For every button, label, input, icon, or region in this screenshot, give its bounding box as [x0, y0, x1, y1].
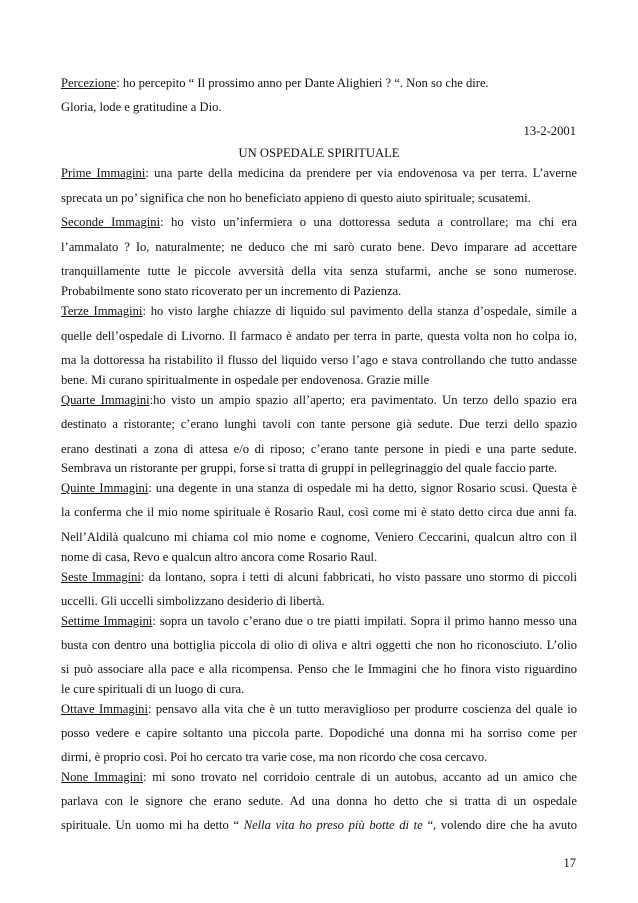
text-line: [61, 701, 577, 717]
text-line: [61, 613, 577, 629]
entry-date: 13-2-2001: [523, 124, 576, 138]
text-line: [61, 75, 577, 91]
text-line: [61, 190, 577, 206]
text-span: bene. Mi curano spiritualmente in ospedale per endovenosa. Grazie mille: [61, 373, 430, 387]
section-heading: Percezione: [61, 76, 117, 90]
text-span: : sopra un tavolo c’erano due o tre piatti impilati. Sopra il primo hanno messo una: [152, 614, 577, 628]
text-line: [61, 817, 577, 833]
text-line: [61, 239, 577, 255]
text-line: [61, 480, 577, 496]
text-span: “, volendo dire che ha avuto: [422, 818, 577, 832]
section-heading: None Immagini: [61, 770, 143, 784]
text-line: [61, 392, 577, 408]
section-heading: Settime Immagini: [61, 614, 153, 628]
text-line: [61, 214, 577, 230]
text-line: [61, 99, 577, 115]
text-span: si può associare alla pace e alla ricompensa. Penso che le Immagini che ho finora visto riguardino: [61, 662, 577, 676]
text-line: [61, 529, 577, 545]
text-line: [61, 661, 577, 677]
text-span: destinato a ristorante; c’erano lunghi tavoli con tante persone già sedute. Due terzi dello spazio: [61, 417, 577, 431]
text-span: erano destinati a zona di attesa e/o di riposo; c’erano tante persone in piedi e una parte sedute.: [61, 442, 577, 456]
text-span: posso vedere e capire soltanto una piccola parte. Dopodiché una donna mi ha sorriso come per: [61, 726, 577, 740]
text-span: : mi sono trovato nel corridoio centrale di un autobus, accanto ad un amico che: [143, 770, 577, 784]
text-span: Gloria, lode e gratitudine a Dio.: [61, 100, 222, 114]
text-span: : pensavo alla vita che è un tutto meraviglioso per produrre coscienza del quale io: [147, 702, 578, 716]
text-span: le cure spirituali di un luogo di cura.: [61, 682, 245, 696]
text-line: [61, 441, 577, 457]
section-heading: Prime Immagini: [61, 166, 146, 180]
text-line: [61, 165, 577, 181]
text-span: : ho visto un’infermiera o una dottoressa seduta a controllare; ma chi era: [160, 215, 578, 229]
text-line: [61, 372, 577, 388]
text-line: [61, 328, 577, 344]
text-span: Nell’Aldilà qualcuno mi chiama col mio nome e cognome, Veniero Ceccarini, qualcun altro con il: [61, 530, 577, 544]
text-span: parlava con le signore che erano sedute. Ad una donna ho detto che si tratta di un ospedale: [61, 794, 577, 808]
text-line: [61, 793, 577, 809]
text-line: [61, 681, 577, 697]
text-span: sprecata un po’ significa che non ho beneficiato appieno di questo aiuto spirituale; scusatemi.: [61, 191, 531, 205]
text-span: la conferma che il mio nome spirituale è Rosario Raul, così come mi è stato detto circa due anni fa.: [61, 505, 577, 519]
text-span: dirmi, è proprio così. Poi ho cercato tra varie cose, ma non ricordo che cosa cercavo.: [61, 750, 488, 764]
section-title: UN OSPEDALE SPIRITUALE: [238, 146, 400, 160]
text-span: : una parte della medicina da prendere per via endovenosa va per terra. L’averne: [145, 166, 578, 180]
section-heading: Seste Immagini: [61, 570, 141, 584]
text-span: uccelli. Gli uccelli simbolizzano desiderio di libertà.: [61, 594, 325, 608]
text-span: Probabilmente sono stato ricoverato per un incremento di Pazienza.: [61, 284, 402, 298]
text-line: [61, 593, 577, 609]
text-line: [61, 283, 577, 299]
section-heading: Seconde Immagini: [61, 215, 161, 229]
text-span: Sembrava un ristorante per gruppi, forse si tratta di gruppi in pellegrinaggio del quale faccio parte.: [61, 461, 558, 475]
section-heading: Quarte Immagini: [61, 393, 150, 407]
text-span: : ho visto larghe chiazze di liquido sul pavimento della stanza d’ospedale, simile a: [142, 304, 577, 318]
text-span: nome di casa, Revo e qualcun altro ancora come Rosario Raul.: [61, 550, 378, 564]
text-span: spirituale. Un uomo mi ha detto “: [61, 818, 244, 832]
text-span: : ho percepito “ Il prossimo anno per Dante Alighieri ? “. Non so che dire.: [116, 76, 489, 90]
text-line: [61, 725, 577, 741]
text-span: busta con dentro una bottiglia piccola di olio di oliva e altri oggetti che non ho riconosciuto. L’olio: [61, 638, 577, 652]
section-heading: Ottave Immagini: [61, 702, 148, 716]
text-line: [61, 769, 577, 785]
text-line: [61, 504, 577, 520]
text-line: [61, 549, 577, 565]
text-line: [61, 263, 577, 279]
section-heading: Terze Immagini: [61, 304, 143, 318]
text-span: : una degente in una stanza di ospedale mi ha detto, signor Rosario scusi. Questa è: [148, 481, 577, 495]
text-line: [61, 303, 577, 319]
text-span: quelle dell’ospedale di Livorno. Il farmaco è andato per terra in parte, questa volta non ho colpa io,: [61, 329, 577, 343]
text-span: ma la dottoressa ha ristabilito il flusso del liquido verso l’ago e stava controllando che tutto andasse: [61, 353, 577, 367]
text-span: : da lontano, sopra i tetti di alcuni fabbricati, ho visto passare uno stormo di piccoli: [140, 570, 578, 584]
section-heading: Quinte Immagini: [61, 481, 149, 495]
text-line: [61, 416, 577, 432]
italic-quote: Nella vita ho preso più botte di te: [243, 818, 423, 832]
text-span: l’ammalato ? Io, naturalmente; ne deduco che mi sarò curato bene. Devo imparare ad accettare: [61, 240, 577, 254]
text-line: [61, 569, 577, 585]
text-span: :ho visto un ampio spazio all’aperto; era pavimentato. Un terzo dello spazio era: [149, 393, 577, 407]
text-line: [61, 352, 577, 368]
text-line: [61, 460, 577, 476]
text-line: [61, 637, 577, 653]
text-line: [61, 749, 577, 765]
text-span: tranquillamente tutte le piccole avversità della vita senza stufarmi, anche se sono numerose.: [61, 264, 577, 278]
page-number: 17: [563, 856, 576, 870]
